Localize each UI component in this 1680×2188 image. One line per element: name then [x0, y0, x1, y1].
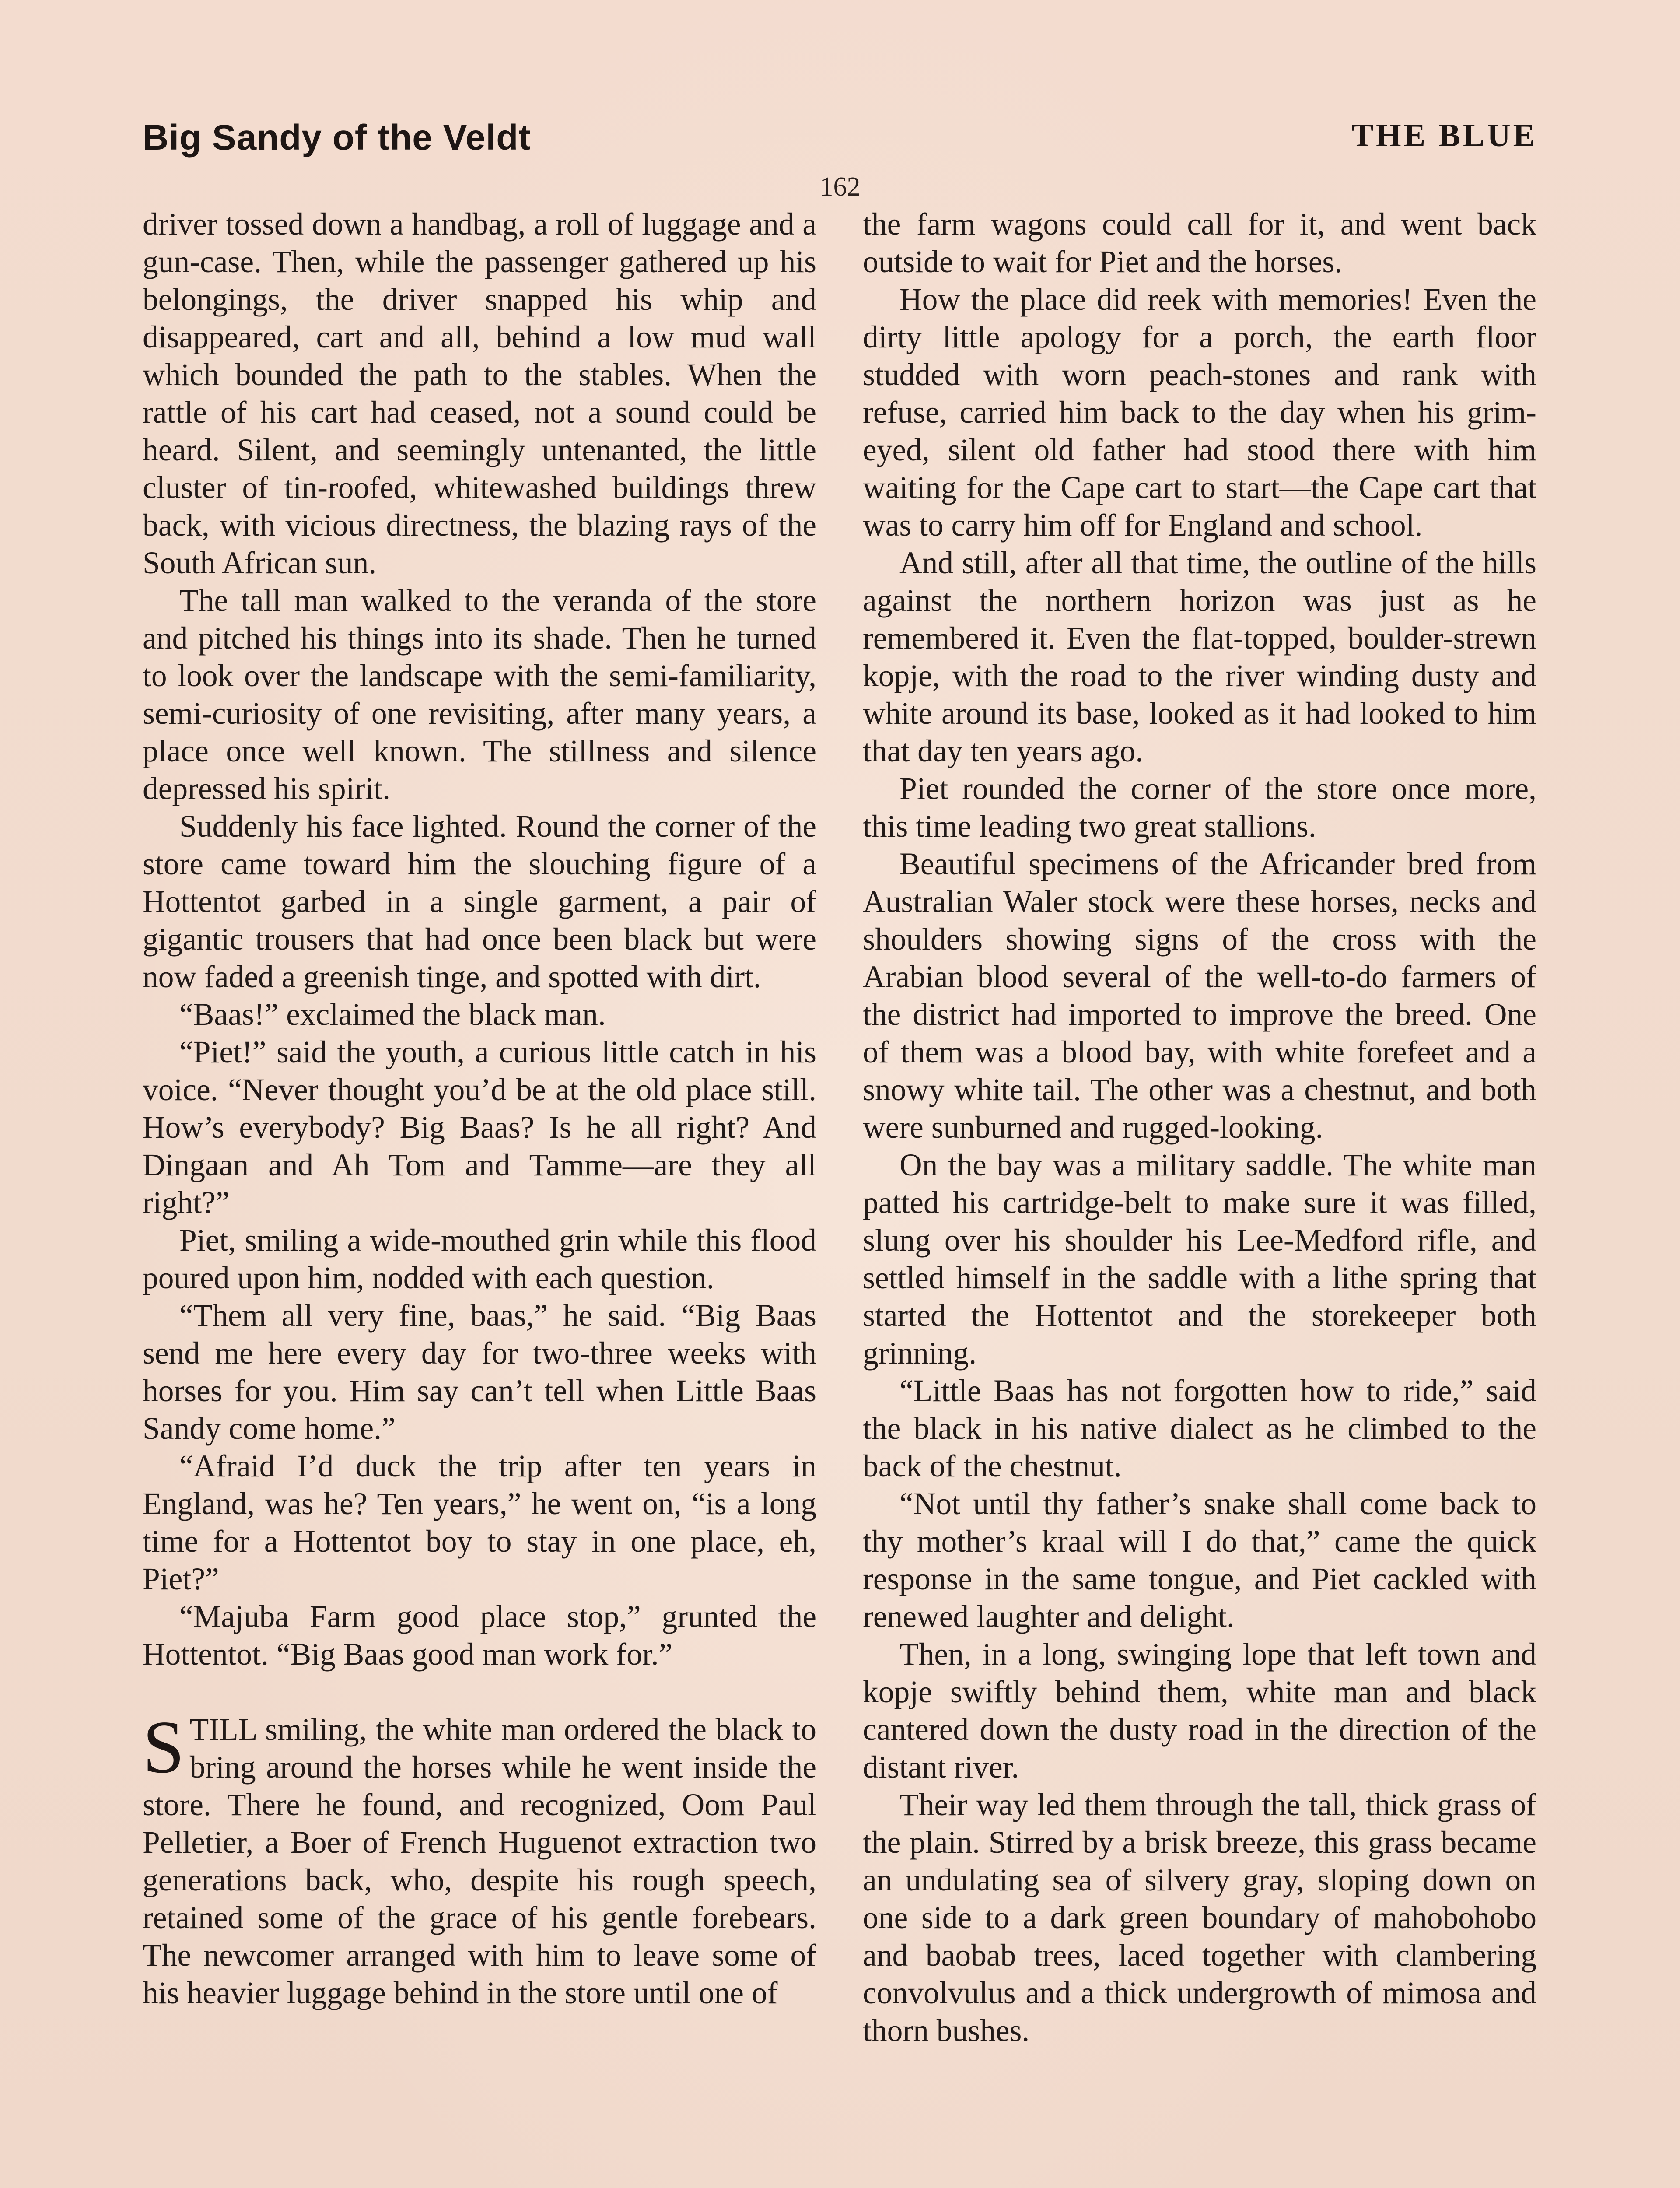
paragraph: the farm wagons could call for it, and went back outside to wait for Piet and the horses. — [863, 207, 1536, 279]
left-column — [143, 206, 816, 2012]
page-number: 162 — [819, 172, 861, 202]
paragraph: Suddenly his face lighted. Round the corner of the store came toward him the slouching figure of a Hottentot garbed in a single garment, a pair of gigantic trousers that had once been black but were now faded a greenish tinge, and spotted with dirt. — [143, 809, 816, 994]
paragraph: Beautiful specimens of the Africander bred from Australian Waler stock were these horses, necks and shoulders showing signs of the cross with the Arabian blood several of the well-to-do farmers of the district had imported to improve the breed. One of them was a blood bay, with white forefeet and a snowy white tail. The other was a chestnut, and both were sunburned and rugged-looking. — [863, 847, 1536, 1145]
page-header — [143, 117, 1537, 170]
paragraph: Their way led them through the tall, thick grass of the plain. Stirred by a brisk breeze, this grass became an undulating sea of silvery gray, sloping down on one side to a dark green boundary of mahobohobo and baobab trees, laced together with clambering convolvulus and a thick undergrowth of mimosa and thorn bushes. — [863, 1788, 1536, 2048]
right-column — [863, 206, 1536, 2050]
paragraph: “Afraid I’d duck the trip after ten years in England, was he? Ten years,” he went on, “is a long time for a Hottentot boy to stay in one place, eh, Piet?” — [143, 1449, 816, 1596]
paragraph: Piet, smiling a wide-mouthed grin while this flood poured upon him, nodded with each question. — [143, 1223, 816, 1295]
paragraph: “Baas!” exclaimed the black man. — [179, 997, 606, 1032]
paragraph: Then, in a long, swinging lope that left town and kopje swiftly behind them, white man and black cantered down the dusty road in the direction of the distant river. — [863, 1637, 1536, 1785]
paragraph: Piet rounded the corner of the store once more, this time leading two great stallions. — [863, 771, 1536, 844]
paragraph: How the place did reek with memories! Even the dirty little apology for a porch, the earth floor studded with worn peach-stones and rank with refuse, carried him back to the day when his grim-eyed, silent old father had stood there with him waiting for the Cape cart to start—the Cape cart that was to carry him off for England and school. — [863, 282, 1536, 543]
paragraph: driver tossed down a handbag, a roll of luggage and a gun-case. Then, while the passenger gathered up his belongings, the driver snapped his whip and disappeared, cart and all, behind a low mud wall which bounded the path to the stables. When the rattle of his cart had ceased, not a sound could be heard. Silent, and seemingly untenanted, the little cluster of tin-roofed, whitewashed buildings threw back, with vicious directness, the blazing rays of the South African sun. — [143, 207, 816, 580]
paragraph: “Majuba Farm good place stop,” grunted the Hottentot. “Big Baas good man work for.” — [143, 1599, 816, 1672]
text-columns — [143, 206, 1536, 2188]
paragraph: On the bay was a military saddle. The white man patted his cartridge-belt to make sure it was filled, slung over his shoulder his Lee-Medford rifle, and settled himself in the saddle with a lithe spring that started the Hottentot and the storekeeper both grinning. — [863, 1148, 1536, 1371]
running-title: Big Sandy of the Veldt — [143, 118, 531, 158]
paragraph: The tall man walked to the veranda of the store and pitched his things into its shade. Then he turned to look over the landscape with the semi-familiarity, semi-curiosity of one revisiting, after many years, a place once well known. The stillness and silence depressed his spirit. — [143, 583, 816, 806]
paragraph: “Little Baas has not forgotten how to ride,” said the black in his native dialect as he climbed to the back of the chestnut. — [863, 1374, 1536, 1483]
magazine-name: THE BLUE — [1351, 118, 1537, 154]
paragraph: And still, after all that time, the outline of the hills against the northern horizon was just as he remembered it. Even the flat-topped, boulder-strewn kopje, with the road to the river winding dusty and white around its base, looked as it had looked to him that day ten years ago. — [863, 546, 1536, 768]
section-break-text: TILL smiling, the white man ordered the black to bring around the horses while he went inside the store. There he found, and recognized, Oom Paul Pelletier, a Boer of French Huguenot extraction two generations back, who, despite his rough speech, retained some of the grace of his gentle forebears. The newcomer arranged with him to leave some of his heavier luggage behind in the store until one of — [143, 1712, 816, 2010]
drop-cap: S — [143, 1706, 185, 1789]
paragraph: “Piet!” said the youth, a curious little catch in his voice. “Never thought you’d be at the old place still. How’s everybody? Big Baas? Is he all right? And Dingaan and Ah Tom and Tamme—are they all right?” — [143, 1035, 816, 1220]
paragraph: “Them all very fine, baas,” he said. “Big Baas send me here every day for two-three weeks with horses for you. Him say can’t tell when Little Baas Sandy come home.” — [143, 1298, 816, 1446]
section-break-paragraph — [143, 1706, 816, 2012]
paragraph: “Not until thy father’s snake shall come back to thy mother’s kraal will I do that,” came the quick response in the same tongue, and Piet cackled with renewed laughter and delight. — [863, 1487, 1536, 1634]
